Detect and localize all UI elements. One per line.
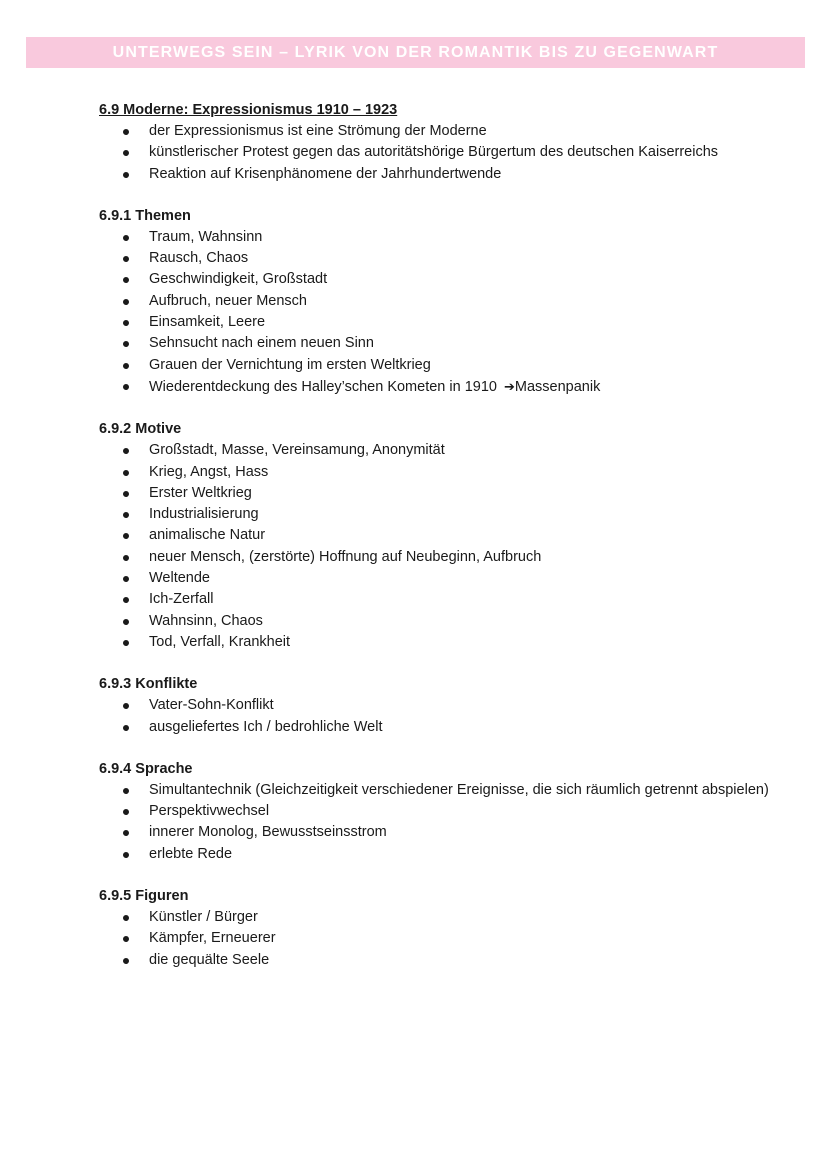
- bullet-icon: [123, 256, 129, 262]
- list-item: Kämpfer, Erneuerer: [99, 928, 779, 949]
- section-heading: 6.9.5 Figuren: [99, 888, 189, 905]
- section-sprache: [99, 758, 779, 865]
- section-motive: [99, 418, 779, 653]
- list-item: Künstler / Bürger: [99, 907, 779, 928]
- bullet-icon: [123, 533, 129, 539]
- bullet-icon: [123, 129, 129, 135]
- bullet-list: [99, 780, 779, 865]
- bullet-icon: [123, 384, 129, 390]
- list-item: Tod, Verfall, Krankheit: [99, 632, 779, 653]
- section-heading: 6.9 Moderne: Expressionismus 1910 – 1923: [99, 102, 398, 118]
- bullet-icon: [123, 299, 129, 305]
- bullet-icon: [123, 491, 129, 497]
- list-item: Sehnsucht nach einem neuen Sinn: [99, 333, 779, 354]
- header-banner: [26, 37, 805, 68]
- list-item: neuer Mensch, (zerstörte) Hoffnung auf Neubeginn, Aufbruch: [99, 547, 779, 568]
- list-item: erlebte Rede: [99, 844, 779, 865]
- section-expressionismus: [99, 99, 779, 185]
- bullet-icon: [123, 915, 129, 921]
- bullet-list: [99, 907, 779, 971]
- document-body: [99, 99, 779, 991]
- bullet-icon: [123, 958, 129, 964]
- list-item: Weltende: [99, 568, 779, 589]
- list-item: Wahnsinn, Chaos: [99, 611, 779, 632]
- bullet-icon: [123, 936, 129, 942]
- bullet-icon: [123, 640, 129, 646]
- list-item: innerer Monolog, Bewusstseinsstrom: [99, 822, 779, 843]
- list-item: die gequälte Seele: [99, 950, 779, 971]
- list-item: ausgeliefertes Ich / bedrohliche Welt: [99, 717, 779, 738]
- bullet-icon: [123, 172, 129, 178]
- bullet-icon: [123, 320, 129, 326]
- list-item: Traum, Wahnsinn: [99, 227, 779, 248]
- bullet-icon: [123, 788, 129, 794]
- list-item: Krieg, Angst, Hass: [99, 462, 779, 483]
- banner-title: UNTERWEGS SEIN – LYRIK VON DER ROMANTIK BIS ZU GEGENWART: [112, 43, 719, 61]
- list-item: Einsamkeit, Leere: [99, 312, 779, 333]
- list-item: Rausch, Chaos: [99, 248, 779, 269]
- bullet-list: [99, 227, 779, 398]
- bullet-list: [99, 121, 779, 185]
- list-item: Aufbruch, neuer Mensch: [99, 291, 779, 312]
- list-item: der Expressionismus ist eine Strömung der Moderne: [99, 121, 779, 142]
- bullet-icon: [123, 597, 129, 603]
- bullet-icon: [123, 277, 129, 283]
- list-item: Großstadt, Masse, Vereinsamung, Anonymität: [99, 440, 779, 461]
- list-item: Wiederentdeckung des Halley’schen Kometen in 1910 ➔Massenpanik: [99, 376, 779, 398]
- section-figuren: [99, 885, 779, 971]
- list-item: Industrialisierung: [99, 504, 779, 525]
- bullet-icon: [123, 725, 129, 731]
- bullet-icon: [123, 619, 129, 625]
- bullet-icon: [123, 555, 129, 561]
- list-item: Perspektivwechsel: [99, 801, 779, 822]
- section-themen: [99, 205, 779, 398]
- section-konflikte: [99, 673, 779, 738]
- bullet-icon: [123, 448, 129, 454]
- list-item: Erster Weltkrieg: [99, 483, 779, 504]
- list-item: Vater-Sohn-Konflikt: [99, 695, 779, 716]
- bullet-icon: [123, 809, 129, 815]
- bullet-icon: [123, 830, 129, 836]
- list-item: künstlerischer Protest gegen das autoritätshörige Bürgertum des deutschen Kaiserreichs: [99, 142, 779, 163]
- list-item: animalische Natur: [99, 525, 779, 546]
- section-heading: 6.9.3 Konflikte: [99, 676, 198, 693]
- bullet-icon: [123, 512, 129, 518]
- list-item: Ich-Zerfall: [99, 589, 779, 610]
- section-heading: 6.9.4 Sprache: [99, 760, 193, 777]
- bullet-icon: [123, 235, 129, 241]
- list-item: Grauen der Vernichtung im ersten Weltkrieg: [99, 355, 779, 376]
- arrow-right-icon: ➔: [503, 378, 515, 394]
- bullet-icon: [123, 341, 129, 347]
- bullet-icon: [123, 363, 129, 369]
- bullet-icon: [123, 703, 129, 709]
- bullet-icon: [123, 852, 129, 858]
- section-heading: 6.9.2 Motive: [99, 421, 182, 438]
- section-heading: 6.9.1 Themen: [99, 207, 191, 224]
- bullet-list: [99, 695, 779, 738]
- list-item: Reaktion auf Krisenphänomene der Jahrhundertwende: [99, 164, 779, 185]
- bullet-icon: [123, 470, 129, 476]
- list-item: Simultantechnik (Gleichzeitigkeit verschiedener Ereignisse, die sich räumlich getrennt abspielen): [99, 780, 779, 801]
- list-item: Geschwindigkeit, Großstadt: [99, 269, 779, 290]
- bullet-list: [99, 440, 779, 653]
- bullet-icon: [123, 576, 129, 582]
- bullet-icon: [123, 150, 129, 156]
